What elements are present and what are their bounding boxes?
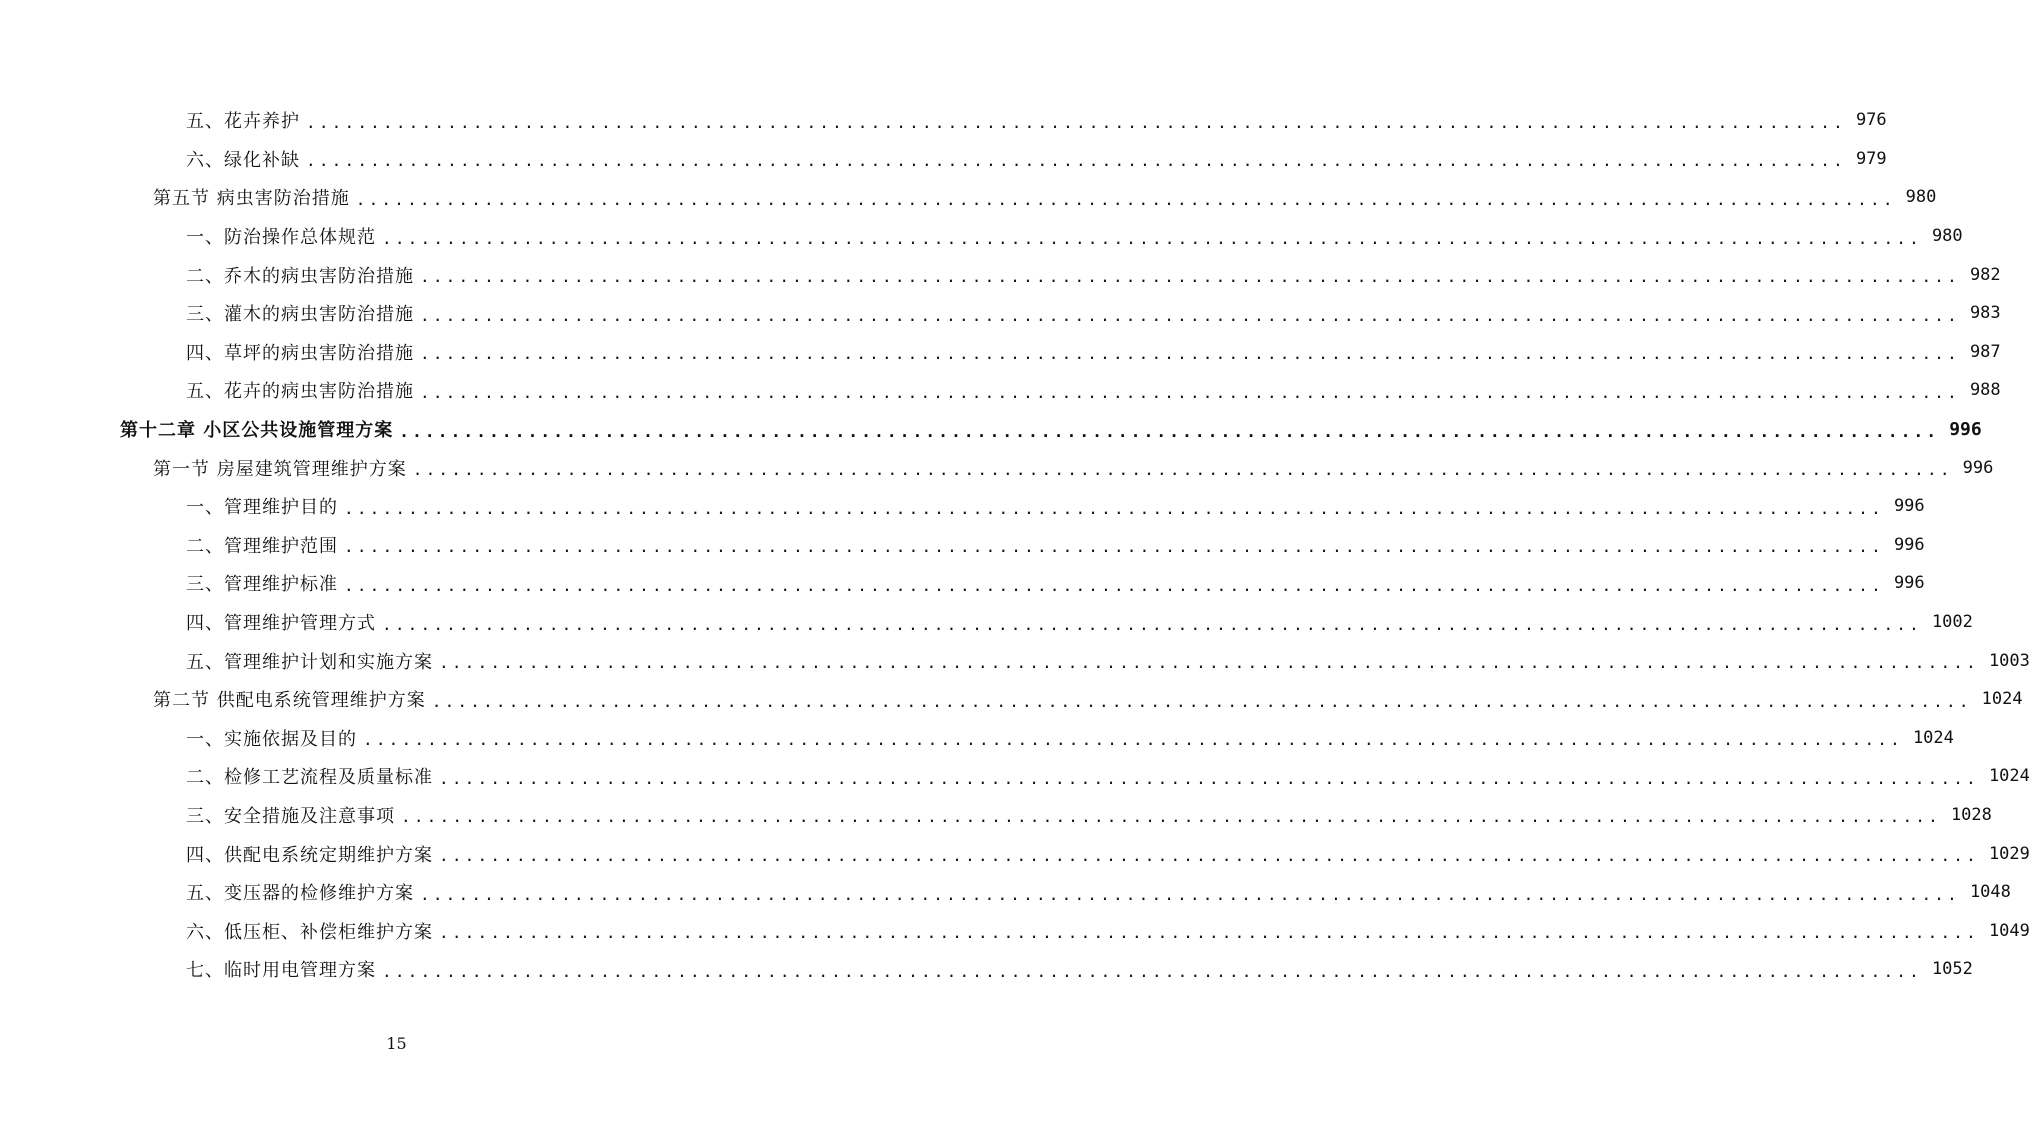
toc-entry[interactable] (0, 564, 1925, 603)
toc-entry-title: 二、检修工艺流程及质量标准 (186, 767, 433, 789)
toc-entry-title: 三、安全措施及注意事项 (186, 805, 395, 827)
toc-dot-leader: ........................................................................................................................ (344, 498, 1884, 518)
toc-entry-title: 六、绿化补缺 (186, 149, 300, 171)
toc-entry-title: 三、管理维护标准 (186, 574, 338, 596)
toc-entry-page: 996 (1962, 457, 1994, 478)
toc-entry-page: 980 (1905, 187, 1937, 208)
toc-entry-page: 982 (1969, 264, 2001, 285)
toc-dot-leader: ........................................................................................................................ (382, 228, 1922, 248)
toc-dot-leader: ........................................................................................................................ (439, 846, 1979, 866)
toc-entry-title: 七、临时用电管理方案 (186, 960, 376, 982)
toc-dot-leader: ........................................................................................................................ (401, 807, 1941, 827)
toc-dot-leader: ........................................................................................................................ (382, 961, 1922, 981)
toc-entry[interactable] (0, 140, 1887, 179)
toc-entry-page: 1024 (1988, 766, 2030, 787)
toc-entry-title: 三、灌木的病虫害防治措施 (186, 304, 414, 326)
toc-entry-page: 979 (1855, 148, 1887, 169)
toc-entry[interactable] (0, 950, 1973, 989)
toc-dot-leader: ........................................................................................................................ (306, 151, 1846, 171)
toc-entry-page: 1048 (1969, 882, 2011, 903)
toc-dot-leader: ........................................................................................................................ (344, 575, 1884, 595)
toc-entry-title: 第十二章 小区公共设施管理方案 (120, 420, 394, 442)
toc-dot-leader: ........................................................................................................................ (420, 267, 1960, 287)
toc-entry[interactable] (0, 333, 2001, 372)
toc-dot-leader: ........................................................................................................................ (344, 537, 1884, 557)
toc-entry[interactable] (0, 526, 1925, 565)
toc-dot-leader: ........................................................................................................................ (355, 189, 1896, 209)
toc-dot-leader: ........................................................................................................................ (420, 305, 1960, 325)
toc-entry-page: 983 (1969, 303, 2001, 324)
toc-entry-page: 1049 (1988, 920, 2030, 941)
toc-entry[interactable] (0, 680, 2023, 719)
toc-entry[interactable] (0, 757, 2030, 796)
toc-entry[interactable] (0, 217, 1963, 256)
page-number: 15 (386, 1034, 407, 1053)
toc-entry[interactable] (0, 641, 2030, 680)
toc-entry-title: 一、实施依据及目的 (186, 728, 357, 750)
table-of-contents (0, 101, 2030, 989)
toc-dot-leader: ........................................................................................................................ (399, 421, 1940, 441)
toc-entry[interactable] (0, 911, 2030, 950)
toc-entry-page: 1003 (1988, 650, 2030, 671)
toc-entry-title: 一、防治操作总体规范 (186, 227, 376, 249)
toc-dot-leader: ........................................................................................................................ (412, 460, 1953, 480)
toc-entry-page: 1024 (1912, 727, 1954, 748)
toc-dot-leader: ........................................................................................................................ (420, 884, 1960, 904)
toc-entry-title: 二、乔木的病虫害防治措施 (186, 265, 414, 287)
toc-entry[interactable] (0, 410, 1982, 449)
toc-entry-page: 1029 (1988, 843, 2030, 864)
toc-entry-title: 第一节 房屋建筑管理维护方案 (153, 458, 407, 480)
toc-entry-title: 四、草坪的病虫害防治措施 (186, 342, 414, 364)
toc-entry-page: 988 (1969, 380, 2001, 401)
toc-entry-page: 1024 (1981, 689, 2023, 710)
toc-entry[interactable] (0, 294, 2001, 333)
toc-entry-title: 五、管理维护计划和实施方案 (186, 651, 433, 673)
toc-entry-page: 1052 (1931, 959, 1973, 980)
toc-entry[interactable] (0, 101, 1887, 140)
toc-entry-page: 996 (1893, 573, 1925, 594)
toc-entry-title: 四、供配电系统定期维护方案 (186, 844, 433, 866)
toc-entry-page: 976 (1855, 110, 1887, 131)
toc-dot-leader: ........................................................................................................................ (439, 768, 1979, 788)
toc-dot-leader: ........................................................................................................................ (431, 691, 1972, 711)
toc-dot-leader: ........................................................................................................................ (363, 730, 1903, 750)
toc-entry-title: 第二节 供配电系统管理维护方案 (153, 690, 426, 712)
toc-dot-leader: ........................................................................................................................ (420, 344, 1960, 364)
toc-entry-page: 987 (1969, 341, 2001, 362)
toc-entry[interactable] (0, 873, 2011, 912)
toc-dot-leader: ........................................................................................................................ (420, 382, 1960, 402)
toc-entry-page: 996 (1893, 534, 1925, 555)
toc-entry[interactable] (0, 371, 2001, 410)
toc-entry-page: 980 (1931, 226, 1963, 247)
toc-entry-title: 六、低压柜、补偿柜维护方案 (186, 921, 433, 943)
toc-dot-leader: ........................................................................................................................ (382, 614, 1922, 634)
toc-dot-leader: ........................................................................................................................ (306, 112, 1846, 132)
toc-entry-page: 1002 (1931, 612, 1973, 633)
toc-entry-title: 第五节 病虫害防治措施 (153, 188, 350, 210)
toc-entry-title: 二、管理维护范围 (186, 535, 338, 557)
toc-entry[interactable] (0, 719, 1954, 758)
toc-entry[interactable] (0, 448, 1994, 487)
toc-entry[interactable] (0, 796, 1992, 835)
toc-dot-leader: ........................................................................................................................ (439, 653, 1979, 673)
toc-entry[interactable] (0, 487, 1925, 526)
toc-entry[interactable] (0, 603, 1973, 642)
toc-entry-page: 1028 (1950, 804, 1992, 825)
toc-entry-title: 五、花卉养护 (186, 111, 300, 133)
toc-dot-leader: ........................................................................................................................ (439, 923, 1979, 943)
toc-entry-title: 五、花卉的病虫害防治措施 (186, 381, 414, 403)
toc-entry-title: 四、管理维护管理方式 (186, 613, 376, 635)
toc-entry[interactable] (0, 178, 1937, 217)
toc-entry[interactable] (0, 255, 2001, 294)
toc-entry-page: 996 (1949, 418, 1982, 440)
toc-entry-title: 五、变压器的检修维护方案 (186, 883, 414, 905)
toc-entry-page: 996 (1893, 496, 1925, 517)
toc-entry[interactable] (0, 834, 2030, 873)
toc-entry-title: 一、管理维护目的 (186, 497, 338, 519)
